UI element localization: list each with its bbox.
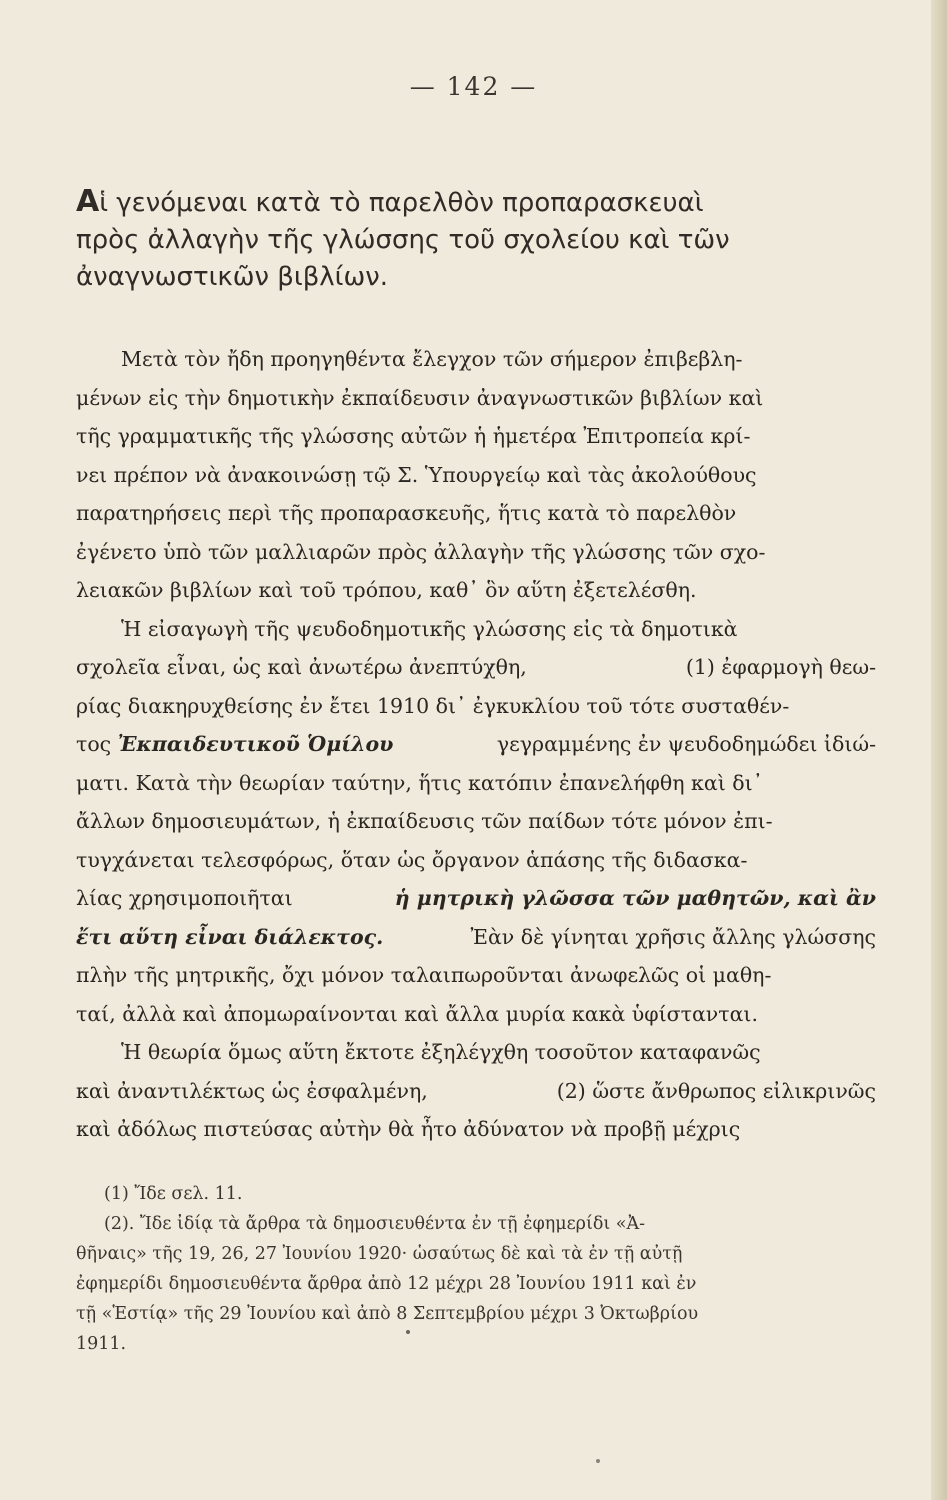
text-line: Μετὰ τὸν ἤδη προηγηθέντα ἔλεγχον τῶν σήμερον ἐπιβεβλη- bbox=[121, 347, 743, 371]
heading-dropcap: Α bbox=[76, 184, 100, 219]
text-segment: λίας χρησιμοποιῆται bbox=[76, 886, 293, 910]
text-segment: τος bbox=[76, 732, 112, 756]
society-name: Ἐκπαιδευτικοῦ Ὁμίλου bbox=[117, 732, 394, 756]
text-segment bbox=[76, 725, 393, 764]
heading-line: ἀναγνωστικῶν βιβλίων. bbox=[76, 262, 389, 292]
text-segment: ὥστε ἄνθρωπος εἰλικρινῶς bbox=[592, 1078, 876, 1103]
ink-speck bbox=[406, 1330, 410, 1334]
text-line: ματι. Κατὰ τὴν θεωρίαν ταύτην, ἥτις κατόπιν ἐπανελήφθη καὶ δι᾽ bbox=[76, 770, 763, 795]
text-line bbox=[76, 879, 876, 918]
text-line: ταί, ἀλλὰ καὶ ἀπομωραίνονται καὶ ἄλλα μυρία κακὰ ὑφίστανται. bbox=[76, 1001, 758, 1026]
page-edge bbox=[931, 0, 947, 1500]
heading-line-text: ἱ γενόμεναι κατὰ τὸ παρελθὸν προπαρασκευαὶ bbox=[99, 188, 704, 218]
text-line: Ἡ εἰσαγωγὴ τῆς ψευδοδημοτικῆς γλώσσης εἰς τὰ δημοτικὰ bbox=[121, 616, 738, 641]
text-line: πλὴν τῆς μητρικῆς, ὄχι μόνον ταλαιπωροῦνται ἀνωφελῶς οἱ μαθη- bbox=[76, 963, 772, 987]
text-line: ρίας διακηρυχθείσης ἐν ἔτει 1910 δι᾽ ἐγκυκλίου τοῦ τότε συσταθέν- bbox=[76, 693, 790, 718]
footnote: (1) Ἴδε σελ. 11. bbox=[104, 1184, 243, 1204]
footnotes bbox=[76, 1179, 876, 1359]
page-number: — 142 — bbox=[409, 72, 538, 101]
text-line: ἐγένετο ὑπὸ τῶν μαλλιαρῶν πρὸς ἀλλαγὴν τῆς γλώσσης τῶν σχο- bbox=[76, 539, 766, 564]
text-segment: καὶ ἀναντιλέκτως ὡς ἐσφαλμένη, bbox=[76, 1078, 428, 1103]
emphasis-text: ἔτι αὕτη εἶναι διάλεκτος. bbox=[76, 924, 384, 949]
text-line: ἄλλων δημοσιευμάτων, ἡ ἐκπαίδευσις τῶν παίδων τότε μόνον ἐπι- bbox=[76, 809, 773, 833]
text-line bbox=[76, 1072, 876, 1111]
footnote-ref-number: (2) bbox=[556, 1078, 586, 1103]
text-line: παρατηρήσεις περὶ τῆς προπαρασκευῆς, ἥτις κατὰ τὸ παρελθὸν bbox=[76, 501, 737, 525]
text-line bbox=[76, 648, 876, 687]
text-segment: ἐφαρμογὴ θεω- bbox=[721, 655, 876, 679]
footnote-line: 1911. bbox=[76, 1334, 127, 1354]
footnote-ref bbox=[686, 648, 876, 687]
footnote-ref bbox=[557, 1072, 876, 1111]
text-line: τῆς γραμματικῆς τῆς γλώσσης αὐτῶν ἡ ἡμετέρα Ἐπιτροπεία κρί- bbox=[76, 424, 751, 448]
text-line: λειακῶν βιβλίων καὶ τοῦ τρόπου, καθ᾽ ὃν αὕτη ἐξετελέσθη. bbox=[76, 578, 697, 602]
body-text bbox=[76, 340, 876, 1149]
text-line: νει πρέπον νὰ ἀνακοινώσῃ τῷ Σ. Ὑπουργείῳ καὶ τὰς ἀκολούθους bbox=[76, 462, 757, 487]
footnote-line: τῇ «Ἑστίᾳ» τῆς 29 Ἰουνίου καὶ ἀπὸ 8 Σεπτεμβρίου μέχρι 3 Ὀκτωβρίου bbox=[76, 1304, 699, 1324]
text-line bbox=[76, 918, 876, 957]
heading-line bbox=[76, 183, 876, 222]
footnote-ref-number: (1) bbox=[685, 655, 715, 679]
text-line: μένων εἰς τὴν δημοτικὴν ἐκπαίδευσιν ἀναγνωστικῶν βιβλίων καὶ bbox=[76, 385, 764, 410]
ink-speck bbox=[596, 1459, 600, 1463]
text-segment: σχολεῖα εἶναι, ὡς καὶ ἀνωτέρω ἀνεπτύχθη, bbox=[76, 655, 527, 679]
text-line: τυγχάνεται τελεσφόρως, ὅταν ὡς ὄργανον ἁπάσης τῆς διδασκα- bbox=[76, 847, 748, 872]
text-line bbox=[76, 725, 876, 764]
heading-line: πρὸς ἀλλαγὴν τῆς γλώσσης τοῦ σχολείου καὶ τῶν bbox=[76, 225, 730, 255]
footnote-line: (2). Ἴδε ἰδίᾳ τὰ ἄρθρα τὰ δημοσιευθέντα ἐν τῇ ἐφημερίδι «Ἀ- bbox=[104, 1214, 646, 1234]
footnote-line: ἐφημερίδι δημοσιευθέντα ἄρθρα ἀπὸ 12 μέχρι 28 Ἰουνίου 1911 καὶ ἐν bbox=[76, 1274, 697, 1294]
text-segment: Ἐὰν δὲ γίνηται χρῆσις ἄλλης γλώσσης bbox=[470, 924, 876, 949]
text-segment: γεγραμμένης ἐν ψευδοδημώδει ἰδιώ- bbox=[496, 732, 876, 756]
footnote-line: θῆναις» τῆς 19, 26, 27 Ἰουνίου 1920· ὡσαύτως δὲ καὶ τὰ ἐν τῇ αὐτῇ bbox=[76, 1244, 683, 1264]
emphasis-text: ἡ μητρικὴ γλῶσσα τῶν μαθητῶν, καὶ ἂν bbox=[394, 886, 876, 910]
text-line: καὶ ἀδόλως πιστεύσας αὐτὴν θὰ ἦτο ἀδύνατον νὰ προβῇ μέχρις bbox=[76, 1117, 741, 1141]
text-line: Ἡ θεωρία ὅμως αὕτη ἔκτοτε ἐξηλέγχθη τοσοῦτον καταφανῶς bbox=[121, 1040, 761, 1064]
section-heading bbox=[76, 183, 876, 296]
